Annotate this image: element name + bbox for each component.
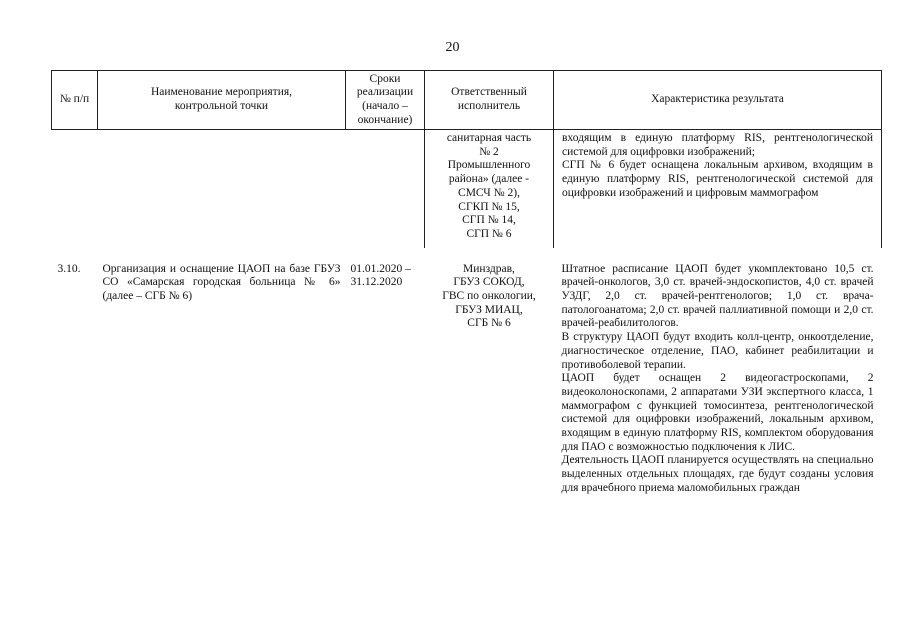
measures-table — [51, 70, 882, 496]
cont-responsible-line: СМСЧ № 2), — [458, 186, 520, 199]
header-num: № п/п — [52, 71, 98, 130]
cont-result-paragraph: входящим в единую платформу RIS, рентгенологической системой для оцифровки изображений; — [562, 132, 873, 158]
row-dates — [346, 248, 425, 496]
cont-result-paragraph: СГП № 6 будет оснащена локальным архивом, входящим в единую платформу RIS, рентгенологической системой для оцифровки изображений и цифровым маммографом — [562, 159, 873, 199]
row-result-paragraph: В структуру ЦАОП будут входить колл-центр, онкоотделение, диагностическое отделение, ПАО, кабинет реабилитации и противоболевой терапии. — [561, 331, 874, 371]
cont-responsible-line: СГП № 6 — [466, 227, 512, 240]
header-result: Характеристика результата — [554, 71, 882, 130]
table-header-row — [52, 71, 882, 130]
header-dates: Сроки реализации (начало – окончание) — [346, 71, 425, 130]
cont-responsible-line: СГП № 14, — [462, 214, 516, 227]
cont-responsible-line: района» (далее - — [448, 173, 530, 186]
row-responsible-line: ГБУЗ СОКОД, — [453, 276, 525, 289]
row-result-paragraph: Штатное расписание ЦАОП будет укомплектовано 10,5 ст. врачей-онкологов, 3,0 ст. врачей-эндоскопистов, 4,0 ст. врачей УЗДГ, 2,0 ст. врачей-рентгенологов; 1,0 ст. врача-патологоанатома; 2,0 ст. врачей паллиативной помощи и 2,0 ст. врачей-реабилитологов. — [561, 262, 874, 330]
cont-responsible-cell — [425, 130, 554, 248]
continuation-row — [52, 130, 882, 248]
row-responsible-line: Минздрав, — [463, 262, 515, 275]
cont-num-cell — [52, 130, 98, 248]
cont-responsible-line: СГКП № 15, — [458, 200, 520, 213]
cont-name-cell — [98, 130, 346, 248]
row-result — [554, 248, 882, 496]
row-responsible-line: СГБ № 6 — [467, 317, 511, 330]
cont-responsible-line: санитарная часть — [446, 132, 532, 144]
row-date-start: 01.01.2020 – — [350, 262, 411, 275]
header-responsible: Ответственный исполнитель — [425, 71, 554, 130]
row-responsible-line: ГБУЗ МИАЦ, — [455, 303, 523, 316]
page-number: 20 — [445, 40, 460, 55]
cont-responsible-line: Промышленного — [447, 159, 531, 172]
row-result-paragraph: Деятельность ЦАОП планируется осуществлять на специально выделенных отдельных площадях, где будут созданы условия для врачебного приема маломобильных граждан — [561, 454, 874, 494]
row-num: 3.10. — [57, 262, 81, 275]
cont-responsible-line: № 2 — [479, 145, 499, 158]
row-responsible-line: ГВС по онкологии, — [442, 290, 536, 303]
row-responsible — [425, 248, 554, 496]
cont-dates-cell — [346, 130, 425, 248]
table-row — [52, 248, 882, 496]
cont-result-cell — [554, 130, 882, 248]
header-name: Наименование мероприятия, контрольной точки — [98, 71, 346, 130]
row-date-end: 31.12.2020 — [350, 276, 403, 289]
row-name: Организация и оснащение ЦАОП на базе ГБУЗ СО «Самарская городская больница № 6» (далее – СГБ № 6) — [102, 262, 341, 303]
row-result-paragraph: ЦАОП будет оснащен 2 видеогастроскопами, 2 видеоколоноскопами, 2 аппаратами УЗИ экспертного класса, 1 маммографом с функцией томосинтеза, рентгенологической системой для оцифровки изображений, локальным архивом, входящим в единую платформу RIS, комплектом оборудования для ПАО с возможностью подключения к ЛИС. — [561, 372, 874, 453]
